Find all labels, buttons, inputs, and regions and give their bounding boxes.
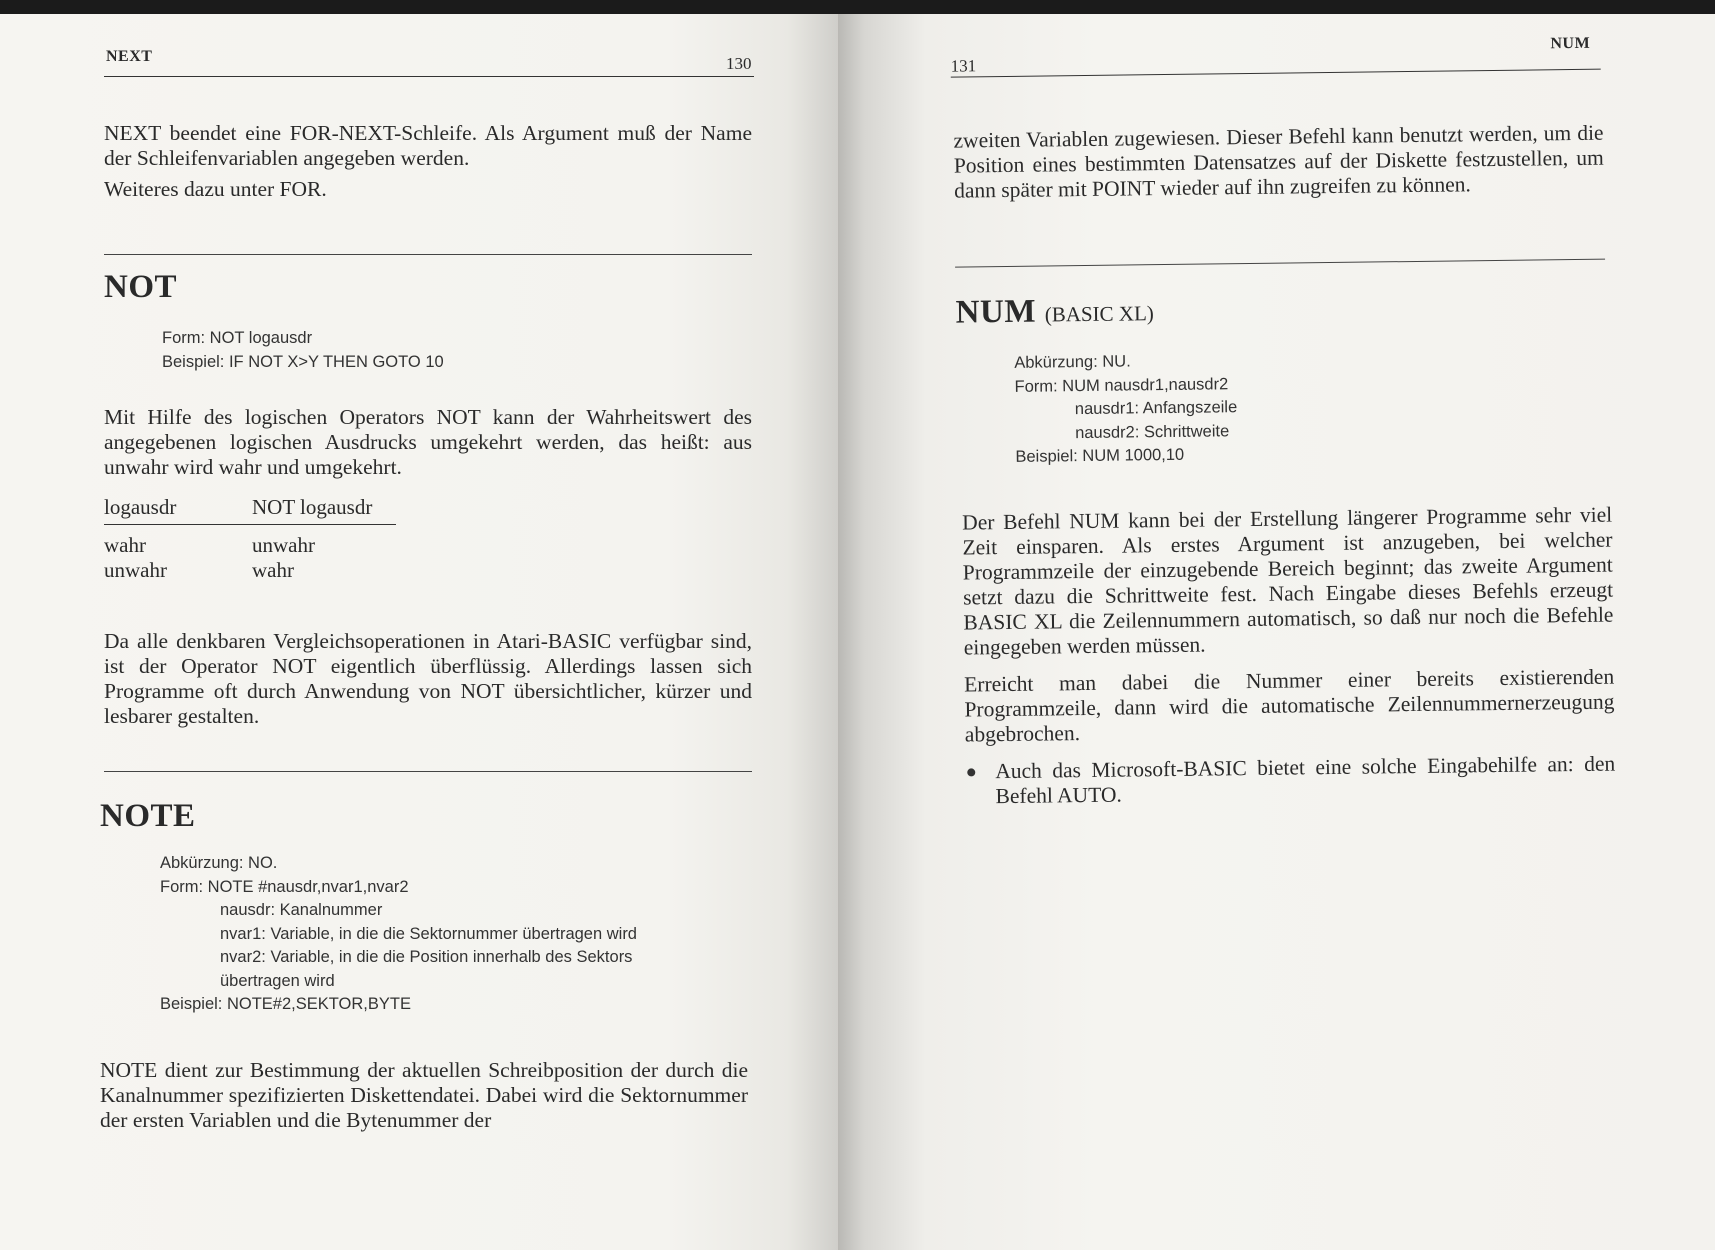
truth-table-cell: unwahr — [252, 533, 315, 557]
running-head-rule — [104, 76, 754, 77]
truth-table-cell: unwahr — [104, 558, 167, 582]
truth-table-cell: wahr — [104, 533, 146, 557]
num-note-text: Auch das Microsoft-BASIC bietet eine solche Eingabehilfe an: den Befehl AUTO. — [995, 751, 1616, 809]
num-param: nausdr1: Anfangszeile — [1074, 398, 1238, 419]
not-paragraph-1: Mit Hilfe des logischen Operators NOT kann der Wahrheitswert des angegebenen logischen Ausdrucks umgekehrt werden, das heißt: aus unwahr wird wahr und umgekehrt. — [104, 405, 752, 479]
not-syntax — [162, 327, 444, 374]
truth-table-header-cell: logausdr — [104, 495, 252, 525]
not-form: Form: NOT logausdr — [162, 329, 313, 347]
left-page — [0, 14, 838, 1250]
running-head-word: NEXT — [106, 48, 153, 65]
continuation-paragraph: zweiten Variablen zugewiesen. Dieser Befehl kann benutzt werden, um die Position eines bestimmten Datensatzes auf der Diskette festzustellen, um dann später mit POINT wieder auf ihn zugreifen zu können. — [953, 120, 1604, 203]
num-paragraph-2: Erreicht man dabei die Nummer einer bereits existierenden Programmzeile, dann wird die automatische Zeilennummernerzeugung abgebrochen. — [964, 664, 1615, 747]
next-text — [104, 121, 752, 202]
num-example: Beispiel: NUM 1000,10 — [1015, 445, 1185, 466]
num-note-list — [965, 752, 1616, 810]
num-abbrev: Abkürzung: NU. — [1014, 352, 1131, 372]
note-syntax — [160, 852, 637, 1017]
section-separator — [104, 254, 752, 255]
truth-table-header-cell: NOT logausdr — [252, 495, 396, 525]
running-head-word: NUM — [1550, 34, 1591, 53]
num-paragraph-1: Der Befehl NUM kann bei der Erstellung längerer Programme sehr viel Zeit einsparen. Als erstes Argument ist anzugeben, bei welcher Programmzeile der einzugebende Bereich beginnt; das zweite Argument setzt dazu die Schrittweite fest. Nach Eingabe dieses Befehls erzeugt BASIC XL die Zeilennummern automatisch, so daß nur noch die Befehle eingegeben werden müssen. — [962, 502, 1614, 660]
bullet-icon — [967, 768, 975, 776]
note-heading: NOTE — [100, 798, 196, 834]
note-param: nausdr: Kanalnummer — [220, 901, 383, 919]
num-heading-sub: (BASIC XL) — [1044, 301, 1154, 327]
note-paragraph: NOTE dient zur Bestimmung der aktuellen Schreibposition der durch die Kanalnummer spezifizierten Diskettendatei. Dabei wird die Sektornummer der ersten Variablen und die Bytenummer der — [100, 1058, 748, 1132]
num-heading — [955, 292, 1154, 331]
next-paragraph: NEXT beendet eine FOR-NEXT-Schleife. Als Argument muß der Name der Schleifenvariablen angegeben werden. — [104, 121, 752, 170]
not-example: Beispiel: IF NOT X>Y THEN GOTO 10 — [162, 352, 444, 371]
not-paragraph-2: Da alle denkbaren Vergleichsoperationen in Atari-BASIC verfügbar sind, ist der Operator NOT eigentlich überflüssig. Allerdings lassen sich Programme oft durch Anwendung von NOT übersichtlicher, kürzer und lesbarer gestalten. — [104, 629, 752, 728]
num-syntax — [1014, 349, 1238, 469]
note-abbrev: Abkürzung: NO. — [160, 854, 278, 872]
section-separator — [104, 771, 752, 772]
page-number: 131 — [950, 56, 977, 76]
not-heading: NOT — [104, 269, 178, 305]
truth-table-cell: wahr — [252, 558, 294, 582]
section-separator — [955, 259, 1605, 268]
next-see-also: Weiteres dazu unter FOR. — [104, 177, 327, 201]
note-param: übertragen wird — [220, 971, 335, 990]
note-example: Beispiel: NOTE#2,SEKTOR,BYTE — [160, 995, 411, 1013]
note-form: Form: NOTE #nausdr,nvar1,nvar2 — [160, 877, 409, 896]
truth-table-row — [104, 558, 396, 583]
running-head-rule — [951, 69, 1601, 78]
num-form: Form: NUM nausdr1,nausdr2 — [1014, 374, 1229, 396]
truth-table-row — [104, 525, 396, 559]
truth-table-header — [104, 495, 396, 525]
note-param: nvar2: Variable, in die die Position innerhalb des Sektors — [220, 948, 633, 966]
note-param: nvar1: Variable, in die die Sektornummer übertragen wird — [220, 924, 637, 943]
num-param: nausdr2: Schrittweite — [1075, 421, 1230, 442]
num-heading-title: NUM — [955, 293, 1037, 331]
truth-table — [104, 495, 396, 583]
list-item — [965, 752, 1616, 810]
page-number: 130 — [726, 54, 752, 73]
right-page — [838, 14, 1715, 1250]
